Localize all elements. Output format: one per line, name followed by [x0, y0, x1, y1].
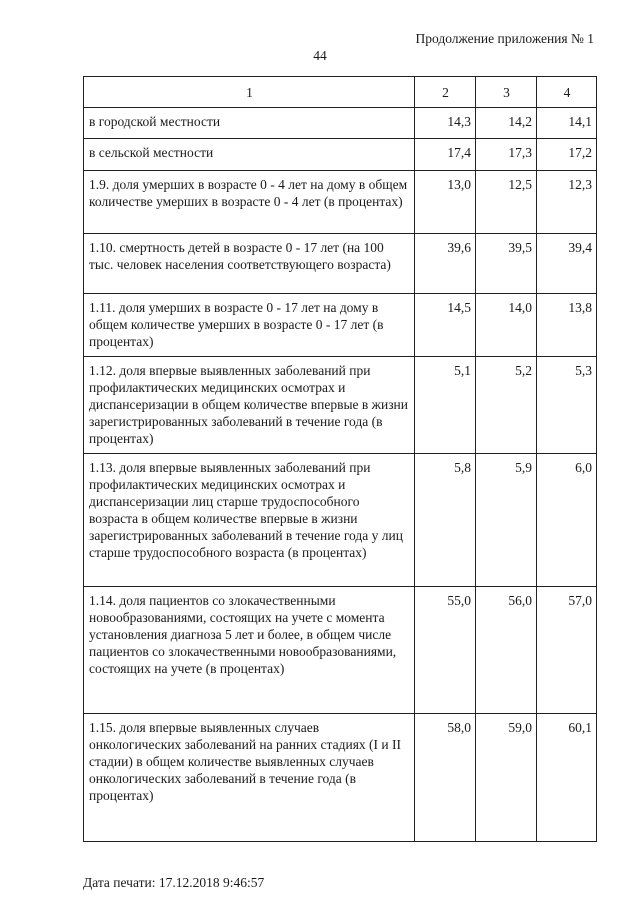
continuation-header: Продолжение приложения № 1	[415, 31, 594, 46]
table-row	[84, 171, 597, 234]
row-value: 17,4	[415, 139, 476, 171]
table-row	[84, 139, 597, 171]
row-value: 58,0	[415, 714, 476, 842]
table-row	[84, 587, 597, 714]
row-value: 14,5	[415, 294, 476, 357]
row-value: 59,0	[476, 714, 537, 842]
row-label: 1.10. смертность детей в возрасте 0 - 17 лет (на 100 тыс. человек населения соответствующего возраста)	[84, 234, 415, 294]
table-row	[84, 108, 597, 139]
column-header: 1	[84, 77, 415, 108]
row-value: 17,2	[537, 139, 597, 171]
table-row	[84, 454, 597, 587]
column-header: 3	[476, 77, 537, 108]
row-value: 39,4	[537, 234, 597, 294]
row-label: 1.9. доля умерших в возрасте 0 - 4 лет на дому в общем количестве умерших в возрасте 0 - 4 лет (в процентах)	[84, 171, 415, 234]
row-value: 17,3	[476, 139, 537, 171]
row-label: в сельской местности	[84, 139, 415, 171]
print-date: Дата печати: 17.12.2018 9:46:57	[83, 875, 265, 890]
row-value: 60,1	[537, 714, 597, 842]
table-row	[84, 714, 597, 842]
row-value: 14,1	[537, 108, 597, 139]
row-value: 5,1	[415, 357, 476, 454]
page-number: 44	[313, 48, 327, 63]
row-value: 39,5	[476, 234, 537, 294]
row-label: 1.14. доля пациентов со злокачественными новообразованиями, состоящих на учете с момента установления диагноза 5 лет и более, в общем числе пациентов со злокачественными новообразованиями, состоящих на учете (в процентах)	[84, 587, 415, 714]
row-value: 12,3	[537, 171, 597, 234]
row-value: 13,0	[415, 171, 476, 234]
row-value: 5,8	[415, 454, 476, 587]
row-value: 39,6	[415, 234, 476, 294]
row-value: 57,0	[537, 587, 597, 714]
row-value: 5,3	[537, 357, 597, 454]
row-value: 5,9	[476, 454, 537, 587]
table-header-row	[84, 77, 597, 108]
row-value: 13,8	[537, 294, 597, 357]
row-value: 6,0	[537, 454, 597, 587]
row-value: 55,0	[415, 587, 476, 714]
row-value: 14,3	[415, 108, 476, 139]
column-header: 2	[415, 77, 476, 108]
table-row	[84, 294, 597, 357]
row-label: 1.11. доля умерших в возрасте 0 - 17 лет на дому в общем количестве умерших в возрасте 0 - 17 лет (в процентах)	[84, 294, 415, 357]
row-label: 1.15. доля впервые выявленных случаев онкологических заболеваний на ранних стадиях (I и II стадии) в общем количестве выявленных случаев онкологических заболеваний в течение года (в процентах)	[84, 714, 415, 842]
row-value: 56,0	[476, 587, 537, 714]
row-value: 14,2	[476, 108, 537, 139]
row-value: 12,5	[476, 171, 537, 234]
indicators-table	[83, 76, 597, 842]
table-row	[84, 234, 597, 294]
row-value: 14,0	[476, 294, 537, 357]
row-label: в городской местности	[84, 108, 415, 139]
row-label: 1.12. доля впервые выявленных заболеваний при профилактических медицинских осмотрах и диспансеризации в общем количестве впервые в жизни зарегистрированных заболеваний в течение года (в процентах)	[84, 357, 415, 454]
column-header: 4	[537, 77, 597, 108]
table-row	[84, 357, 597, 454]
row-label: 1.13. доля впервые выявленных заболеваний при профилактических медицинских осмотрах и диспансеризации лиц старше трудоспособного возраста в общем количестве впервые в жизни зарегистрированных заболеваний в течение года у лиц старше трудоспособного возраста (в процентах)	[84, 454, 415, 587]
row-value: 5,2	[476, 357, 537, 454]
